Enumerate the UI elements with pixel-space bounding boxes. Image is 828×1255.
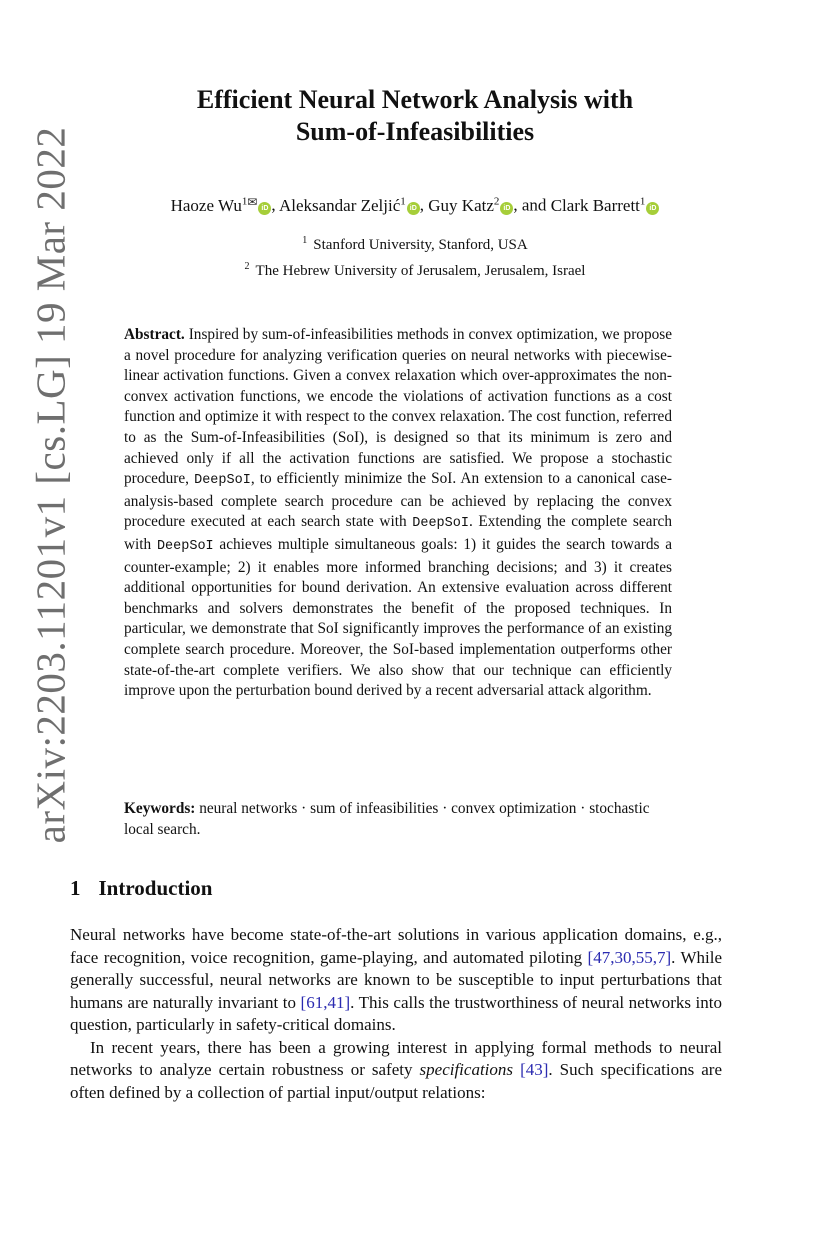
affiliation-mark: 2 <box>244 261 250 272</box>
section-number: 1 <box>70 876 81 900</box>
keywords-label: Keywords: <box>124 800 196 817</box>
paragraph <box>70 924 722 1037</box>
author-affil-mark: 1 <box>400 195 406 207</box>
paper-title <box>90 84 740 148</box>
title-line-2: Sum-of-Infeasibilities <box>295 117 535 146</box>
arxiv-identifier: arXiv:2203.11201v1 [cs.LG] 19 Mar 2022 <box>27 126 74 844</box>
tool-name: DeepSoI <box>194 473 251 489</box>
author-name: Haoze Wu <box>170 195 242 215</box>
citation-link[interactable]: [61,41] <box>300 992 351 1012</box>
author-name: Aleksandar Zeljić <box>278 195 401 215</box>
citation-link[interactable]: [43] <box>520 1060 549 1079</box>
author-affil-mark: 1 <box>241 195 248 207</box>
introduction-body <box>70 924 722 1104</box>
paragraph-text: . Such specifications are often defined by a collection of partial input/output relations: <box>70 1060 722 1102</box>
author-barrett <box>551 196 660 215</box>
orcid-icon[interactable]: iD <box>258 202 271 215</box>
author-wu <box>171 196 272 215</box>
affiliation-1 <box>120 230 710 256</box>
affiliation-text: The Hebrew University of Jerusalem, Jerusalem, Israel <box>255 263 586 279</box>
author-name: Guy Katz <box>428 195 494 215</box>
author-name: Clark Barrett <box>550 195 640 215</box>
author-affil-mark: 1 <box>639 195 646 207</box>
author-zeljic <box>279 196 420 215</box>
paragraph <box>70 1037 722 1105</box>
abstract-text: . Extending the complete search with <box>124 513 672 553</box>
section-title: Introduction <box>98 876 213 900</box>
affiliation-text: Stanford University, Stanford, USA <box>313 237 528 253</box>
tool-name: DeepSoI <box>156 538 214 554</box>
envelope-icon[interactable]: ✉ <box>247 194 258 209</box>
affiliations <box>120 230 710 282</box>
tool-name: DeepSoI <box>412 516 469 532</box>
abstract-text: Inspired by sum-of-infeasibilities methods in convex optimization, we propose a novel procedure for analyzing verification queries on neural networks with piecewise-linear activation functions. Given a convex relaxation which over-approximates the non-convex activation functions, we encode the violations of activation functions as a cost function and optimize it with respect to the convex relaxation. The cost function, referred to as the Sum-of-Infeasibilities (SoI), is designed so that its minimum is zero and achieved only if all the activation functions are satisfied. We propose a stochastic procedure, <box>124 326 672 488</box>
orcid-icon[interactable]: iD <box>407 202 420 215</box>
emphasis-text: specifications <box>419 1060 514 1079</box>
paragraph-text: Neural networks have become state-of-the-art solutions in various application domains, e.g., face recognition, voice recognition, game-playing, and automated piloting <box>70 925 722 967</box>
keywords-text: neural networks · sum of infeasibilities · convex optimization · stochastic local search. <box>124 800 650 838</box>
orcid-icon[interactable]: iD <box>500 202 513 215</box>
section-heading <box>70 876 212 901</box>
abstract-label: Abstract. <box>124 326 185 343</box>
paragraph-text: . This calls the trustworthiness of neural networks into question, particularly in safety-critical domains. <box>70 992 722 1034</box>
paragraph-text: In recent years, there has been a growing interest in applying formal methods to neural networks to analyze certain robustness or safety <box>70 1037 722 1079</box>
author-affil-mark: 2 <box>493 195 500 207</box>
citation-link[interactable]: [47,30,55,7] <box>587 947 672 967</box>
orcid-icon[interactable]: iD <box>646 202 659 215</box>
author-list: Haoze $Wu^{1✉}$ iD , Aleksandar Zeljić$^1$iD , Guy Katz$^2$iD , and Clark Barrett$^1$iD <box>70 190 760 217</box>
paragraph-text: . While generally successful, neural networks are known to be susceptible to input perturbations that humans are naturally invariant to <box>70 947 722 1012</box>
affiliation-2 <box>120 256 710 282</box>
title-line-1: Efficient Neural Network Analysis with <box>196 85 634 114</box>
arxiv-sidebar <box>20 126 80 844</box>
abstract-text: , to efficiently minimize the SoI. An extension to a canonical case-analysis-based complete search procedure can be achieved by replacing the convex procedure executed at each search state with <box>124 470 672 531</box>
affiliation-mark: 1 <box>302 235 308 246</box>
abstract <box>124 325 672 702</box>
author-katz <box>428 196 513 215</box>
abstract-text: achieves multiple simultaneous goals: 1) it guides the search towards a counter-example; 2) it enables more informed branching decisions; and 3) it creates additional opportunities for bound derivation. An extensive evaluation across different benchmarks and solvers demonstrates the benefit of the proposed techniques. In particular, we demonstrate that SoI significantly improves the performance of an existing complete search procedure. Moreover, the SoI-based implementation outperforms other state-of-the-art complete verifiers. We also show that our technique can efficiently improve upon the perturbation bound derived by a recent adversarial attack algorithm. <box>124 535 672 700</box>
keywords <box>124 799 672 840</box>
